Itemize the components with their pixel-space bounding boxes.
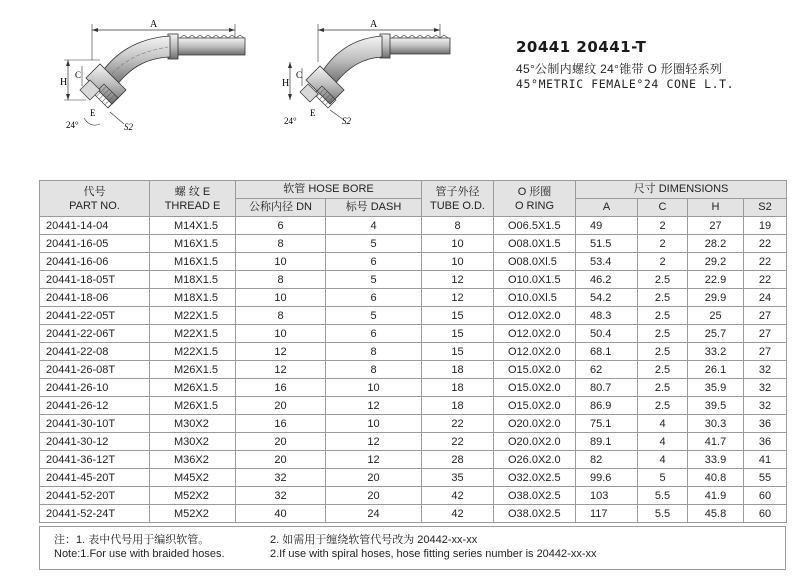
cell-c: 2.5 [638, 397, 688, 415]
cell-dn: 20 [236, 433, 326, 451]
cell-s2: 60 [744, 487, 787, 505]
cell-thread: M22X1.5 [150, 343, 236, 361]
cell-part: 20441-26-10 [40, 379, 150, 397]
cell-thread: M22X1.5 [150, 325, 236, 343]
cell-s2: 32 [744, 361, 787, 379]
table-row [40, 235, 787, 253]
cell-h: 25 [688, 307, 744, 325]
cell-part: 20441-30-12 [40, 433, 150, 451]
cell-h: 22.9 [688, 271, 744, 289]
cell-s2: 36 [744, 415, 787, 433]
col-header-oring-cn: O 形圈 [517, 185, 552, 198]
cell-s2: 55 [744, 469, 787, 487]
col-header-thread-cn: 螺 纹 E [174, 185, 211, 198]
cell-s2: 60 [744, 505, 787, 523]
cell-a: 46.2 [576, 271, 638, 289]
note-1-cn: 注：1. 表中代号用于编织软管。 [54, 534, 210, 546]
cell-a: 50.4 [576, 325, 638, 343]
cell-c: 4 [638, 451, 688, 469]
cell-dn: 16 [236, 379, 326, 397]
cell-h: 45.8 [688, 505, 744, 523]
col-header-tube-en: TUBE O.D. [429, 199, 485, 212]
cell-thread: M26X1.5 [150, 379, 236, 397]
cell-part: 20441-18-05T [40, 271, 150, 289]
col-header-oring [494, 181, 576, 217]
cell-part: 20441-45-20T [40, 469, 150, 487]
cell-tube: 22 [422, 415, 494, 433]
note-1-en: Note:1.For use with braided hoses. [54, 548, 225, 560]
cell-c: 4 [638, 433, 688, 451]
cell-c: 2.5 [638, 271, 688, 289]
cell-oring: O38.0X2.5 [494, 487, 576, 505]
cell-dash: 10 [326, 415, 422, 433]
cell-thread: M14X1.5 [150, 217, 236, 235]
cell-dn: 8 [236, 271, 326, 289]
cell-a: 103 [576, 487, 638, 505]
cell-dash: 12 [326, 397, 422, 415]
cell-tube: 18 [422, 379, 494, 397]
product-subtitle-cn: 45°公制内螺纹 24°锥带 O 形圈轻系列 [516, 62, 723, 76]
col-header-a: A [576, 199, 638, 217]
note-2-en: 2.If use with spiral hoses, hose fitting series number is 20442-xx-xx [270, 548, 597, 560]
cell-oring: O08.0X1.5 [494, 235, 576, 253]
table-row [40, 451, 787, 469]
cell-h: 26.1 [688, 361, 744, 379]
spec-table [39, 180, 787, 523]
cell-dash: 5 [326, 235, 422, 253]
dim-a-label-small: A [370, 19, 378, 30]
cell-dn: 8 [236, 307, 326, 325]
cell-oring: O10.0Xl.5 [494, 289, 576, 307]
cell-tube: 12 [422, 289, 494, 307]
fitting-drawing-large [60, 19, 245, 132]
col-header-s2: S2 [744, 199, 787, 217]
cell-part: 20441-30-10T [40, 415, 150, 433]
table-row [40, 379, 787, 397]
dim-24-label-small: 24° [284, 116, 297, 126]
cell-dash: 6 [326, 289, 422, 307]
cell-dash: 24 [326, 505, 422, 523]
cell-h: 27 [688, 217, 744, 235]
col-header-tube [422, 181, 494, 217]
cell-h: 41.7 [688, 433, 744, 451]
table-row [40, 289, 787, 307]
cell-c: 2.5 [638, 325, 688, 343]
cell-thread: M52X2 [150, 505, 236, 523]
cell-oring: O12.0X2.0 [494, 343, 576, 361]
cell-tube: 18 [422, 397, 494, 415]
cell-s2: 32 [744, 379, 787, 397]
cell-c: 2.5 [638, 307, 688, 325]
cell-h: 29.2 [688, 253, 744, 271]
cell-dash: 20 [326, 469, 422, 487]
cell-oring: O20.0X2.0 [494, 433, 576, 451]
cell-a: 82 [576, 451, 638, 469]
cell-part: 20441-22-06T [40, 325, 150, 343]
spec-table-body [40, 217, 787, 523]
cell-tube: 28 [422, 451, 494, 469]
cell-thread: M16X1.5 [150, 253, 236, 271]
cell-thread: M26X1.5 [150, 397, 236, 415]
cell-h: 33.9 [688, 451, 744, 469]
cell-thread: M18X1.5 [150, 289, 236, 307]
cell-c: 2.5 [638, 379, 688, 397]
table-row [40, 325, 787, 343]
cell-part: 20441-22-08 [40, 343, 150, 361]
cell-a: 89.1 [576, 433, 638, 451]
cell-thread: M30X2 [150, 415, 236, 433]
col-header-dimensions: 尺寸 DIMENSIONS [576, 181, 787, 199]
col-header-part [40, 181, 150, 217]
cell-h: 29.9 [688, 289, 744, 307]
dim-h-label-small: H [282, 78, 290, 89]
cell-dash: 4 [326, 217, 422, 235]
cell-a: 68.1 [576, 343, 638, 361]
cell-tube: 18 [422, 361, 494, 379]
table-row [40, 487, 787, 505]
dim-24-label: 24° [66, 120, 79, 130]
cell-dn: 40 [236, 505, 326, 523]
cell-c: 2 [638, 217, 688, 235]
cell-dash: 5 [326, 307, 422, 325]
cell-dn: 12 [236, 343, 326, 361]
cell-c: 2.5 [638, 343, 688, 361]
col-header-thread [150, 181, 236, 217]
cell-dash: 6 [326, 253, 422, 271]
col-header-part-en: PART NO. [69, 199, 120, 212]
cell-oring: O32.0X2.5 [494, 469, 576, 487]
cell-part: 20441-16-06 [40, 253, 150, 271]
dim-c-label-small: C [296, 70, 303, 80]
cell-oring: O15.0X2.0 [494, 379, 576, 397]
cell-tube: 10 [422, 253, 494, 271]
cell-dash: 10 [326, 379, 422, 397]
col-header-c: C [638, 199, 688, 217]
cell-tube: 35 [422, 469, 494, 487]
dim-e-label: E [90, 108, 96, 118]
cell-tube: 15 [422, 307, 494, 325]
product-subtitle-en: 45°METRIC FEMALE°24 CONE L.T. [516, 77, 735, 91]
cell-a: 48.3 [576, 307, 638, 325]
cell-oring: O08.0Xl.5 [494, 253, 576, 271]
table-row [40, 271, 787, 289]
cell-dn: 32 [236, 469, 326, 487]
cell-c: 5.5 [638, 505, 688, 523]
cell-thread: M36X2 [150, 451, 236, 469]
cell-a: 117 [576, 505, 638, 523]
cell-part: 20441-26-12 [40, 397, 150, 415]
cell-dash: 8 [326, 361, 422, 379]
cell-h: 28.2 [688, 235, 744, 253]
cell-thread: M22X1.5 [150, 307, 236, 325]
cell-c: 4 [638, 415, 688, 433]
cell-a: 51.5 [576, 235, 638, 253]
cell-h: 40.8 [688, 469, 744, 487]
cell-s2: 22 [744, 271, 787, 289]
product-heading [516, 38, 734, 92]
cell-h: 35.9 [688, 379, 744, 397]
cell-tube: 42 [422, 505, 494, 523]
cell-dash: 5 [326, 271, 422, 289]
cell-tube: 12 [422, 271, 494, 289]
cell-c: 5 [638, 469, 688, 487]
fitting-drawing-small [282, 19, 450, 126]
cell-s2: 24 [744, 289, 787, 307]
cell-s2: 27 [744, 325, 787, 343]
cell-s2: 36 [744, 433, 787, 451]
cell-h: 41.9 [688, 487, 744, 505]
cell-h: 33.2 [688, 343, 744, 361]
cell-tube: 22 [422, 433, 494, 451]
cell-a: 99.6 [576, 469, 638, 487]
cell-a: 62 [576, 361, 638, 379]
table-row [40, 361, 787, 379]
cell-thread: M26X1.5 [150, 361, 236, 379]
cell-dash: 12 [326, 433, 422, 451]
dim-c-label: C [75, 70, 82, 80]
col-header-oring-en: O RING [514, 199, 555, 212]
table-row [40, 433, 787, 451]
cell-c: 2 [638, 253, 688, 271]
note-2-cn: 2. 如需用于缠绕软管代号改为 20442-xx-xx [270, 534, 478, 546]
cell-s2: 22 [744, 235, 787, 253]
cell-oring: O20.0X2.0 [494, 415, 576, 433]
cell-dn: 20 [236, 451, 326, 469]
cell-part: 20441-36-12T [40, 451, 150, 469]
cell-dn: 10 [236, 325, 326, 343]
cell-thread: M18X1.5 [150, 271, 236, 289]
cell-thread: M45X2 [150, 469, 236, 487]
cell-oring: O15.0X2.0 [494, 361, 576, 379]
dim-a-label: A [150, 19, 158, 30]
cell-dn: 10 [236, 253, 326, 271]
table-row [40, 397, 787, 415]
cell-a: 86.9 [576, 397, 638, 415]
col-header-part-cn: 代号 [83, 185, 106, 198]
cell-h: 30.3 [688, 415, 744, 433]
col-header-dn: 公称内径 DN [236, 199, 326, 217]
cell-h: 39.5 [688, 397, 744, 415]
cell-thread: M16X1.5 [150, 235, 236, 253]
cell-oring: O38.0X2.5 [494, 505, 576, 523]
cell-part: 20441-14-04 [40, 217, 150, 235]
cell-c: 2 [638, 235, 688, 253]
col-header-tube-cn: 管子外径 [435, 185, 480, 198]
cell-part: 20441-16-05 [40, 235, 150, 253]
cell-dash: 12 [326, 451, 422, 469]
cell-s2: 41 [744, 451, 787, 469]
cell-tube: 10 [422, 235, 494, 253]
cell-dn: 20 [236, 397, 326, 415]
cell-part: 20441-22-05T [40, 307, 150, 325]
product-title: 20441 20441-T [516, 38, 647, 56]
cell-s2: 32 [744, 397, 787, 415]
table-row [40, 469, 787, 487]
table-row [40, 307, 787, 325]
cell-s2: 27 [744, 307, 787, 325]
cell-s2: 19 [744, 217, 787, 235]
cell-dn: 12 [236, 361, 326, 379]
col-header-thread-en: THREAD E [164, 199, 221, 212]
cell-dash: 8 [326, 343, 422, 361]
cell-oring: O10.0X1.5 [494, 271, 576, 289]
cell-dn: 32 [236, 487, 326, 505]
notes-box [39, 526, 786, 570]
cell-a: 80.7 [576, 379, 638, 397]
cell-oring: O15.0X2.0 [494, 397, 576, 415]
cell-tube: 15 [422, 343, 494, 361]
col-header-hose-bore: 软管 HOSE BORE [236, 181, 422, 199]
cell-tube: 15 [422, 325, 494, 343]
col-header-dash: 标号 DASH [326, 199, 422, 217]
cell-a: 54.2 [576, 289, 638, 307]
table-row [40, 253, 787, 271]
cell-thread: M52X2 [150, 487, 236, 505]
cell-part: 20441-52-24T [40, 505, 150, 523]
cell-part: 20441-52-20T [40, 487, 150, 505]
cell-a: 49 [576, 217, 638, 235]
cell-tube: 8 [422, 217, 494, 235]
cell-s2: 22 [744, 253, 787, 271]
cell-dn: 16 [236, 415, 326, 433]
table-row [40, 217, 787, 235]
cell-dn: 10 [236, 289, 326, 307]
cell-part: 20441-26-08T [40, 361, 150, 379]
cell-a: 75.1 [576, 415, 638, 433]
table-row [40, 343, 787, 361]
dim-s2-label-small: S2 [342, 116, 351, 126]
cell-h: 25.7 [688, 325, 744, 343]
dim-e-label-small: E [310, 108, 316, 118]
table-row [40, 505, 787, 523]
cell-dn: 8 [236, 235, 326, 253]
cell-a: 53.4 [576, 253, 638, 271]
table-row [40, 415, 787, 433]
cell-part: 20441-18-06 [40, 289, 150, 307]
dim-h-label: H [60, 77, 68, 88]
cell-c: 2.5 [638, 289, 688, 307]
cell-s2: 27 [744, 343, 787, 361]
cell-c: 2.5 [638, 361, 688, 379]
cell-dn: 6 [236, 217, 326, 235]
cell-dash: 6 [326, 325, 422, 343]
cell-oring: O12.0X2.0 [494, 307, 576, 325]
cell-oring: O26.0X2.0 [494, 451, 576, 469]
cell-oring: O12.0X2.0 [494, 325, 576, 343]
cell-oring: O06.5X1.5 [494, 217, 576, 235]
dim-s2-label: S2 [124, 122, 133, 132]
cell-dash: 20 [326, 487, 422, 505]
cell-tube: 42 [422, 487, 494, 505]
cell-c: 5.5 [638, 487, 688, 505]
col-header-h: H [688, 199, 744, 217]
cell-thread: M30X2 [150, 433, 236, 451]
